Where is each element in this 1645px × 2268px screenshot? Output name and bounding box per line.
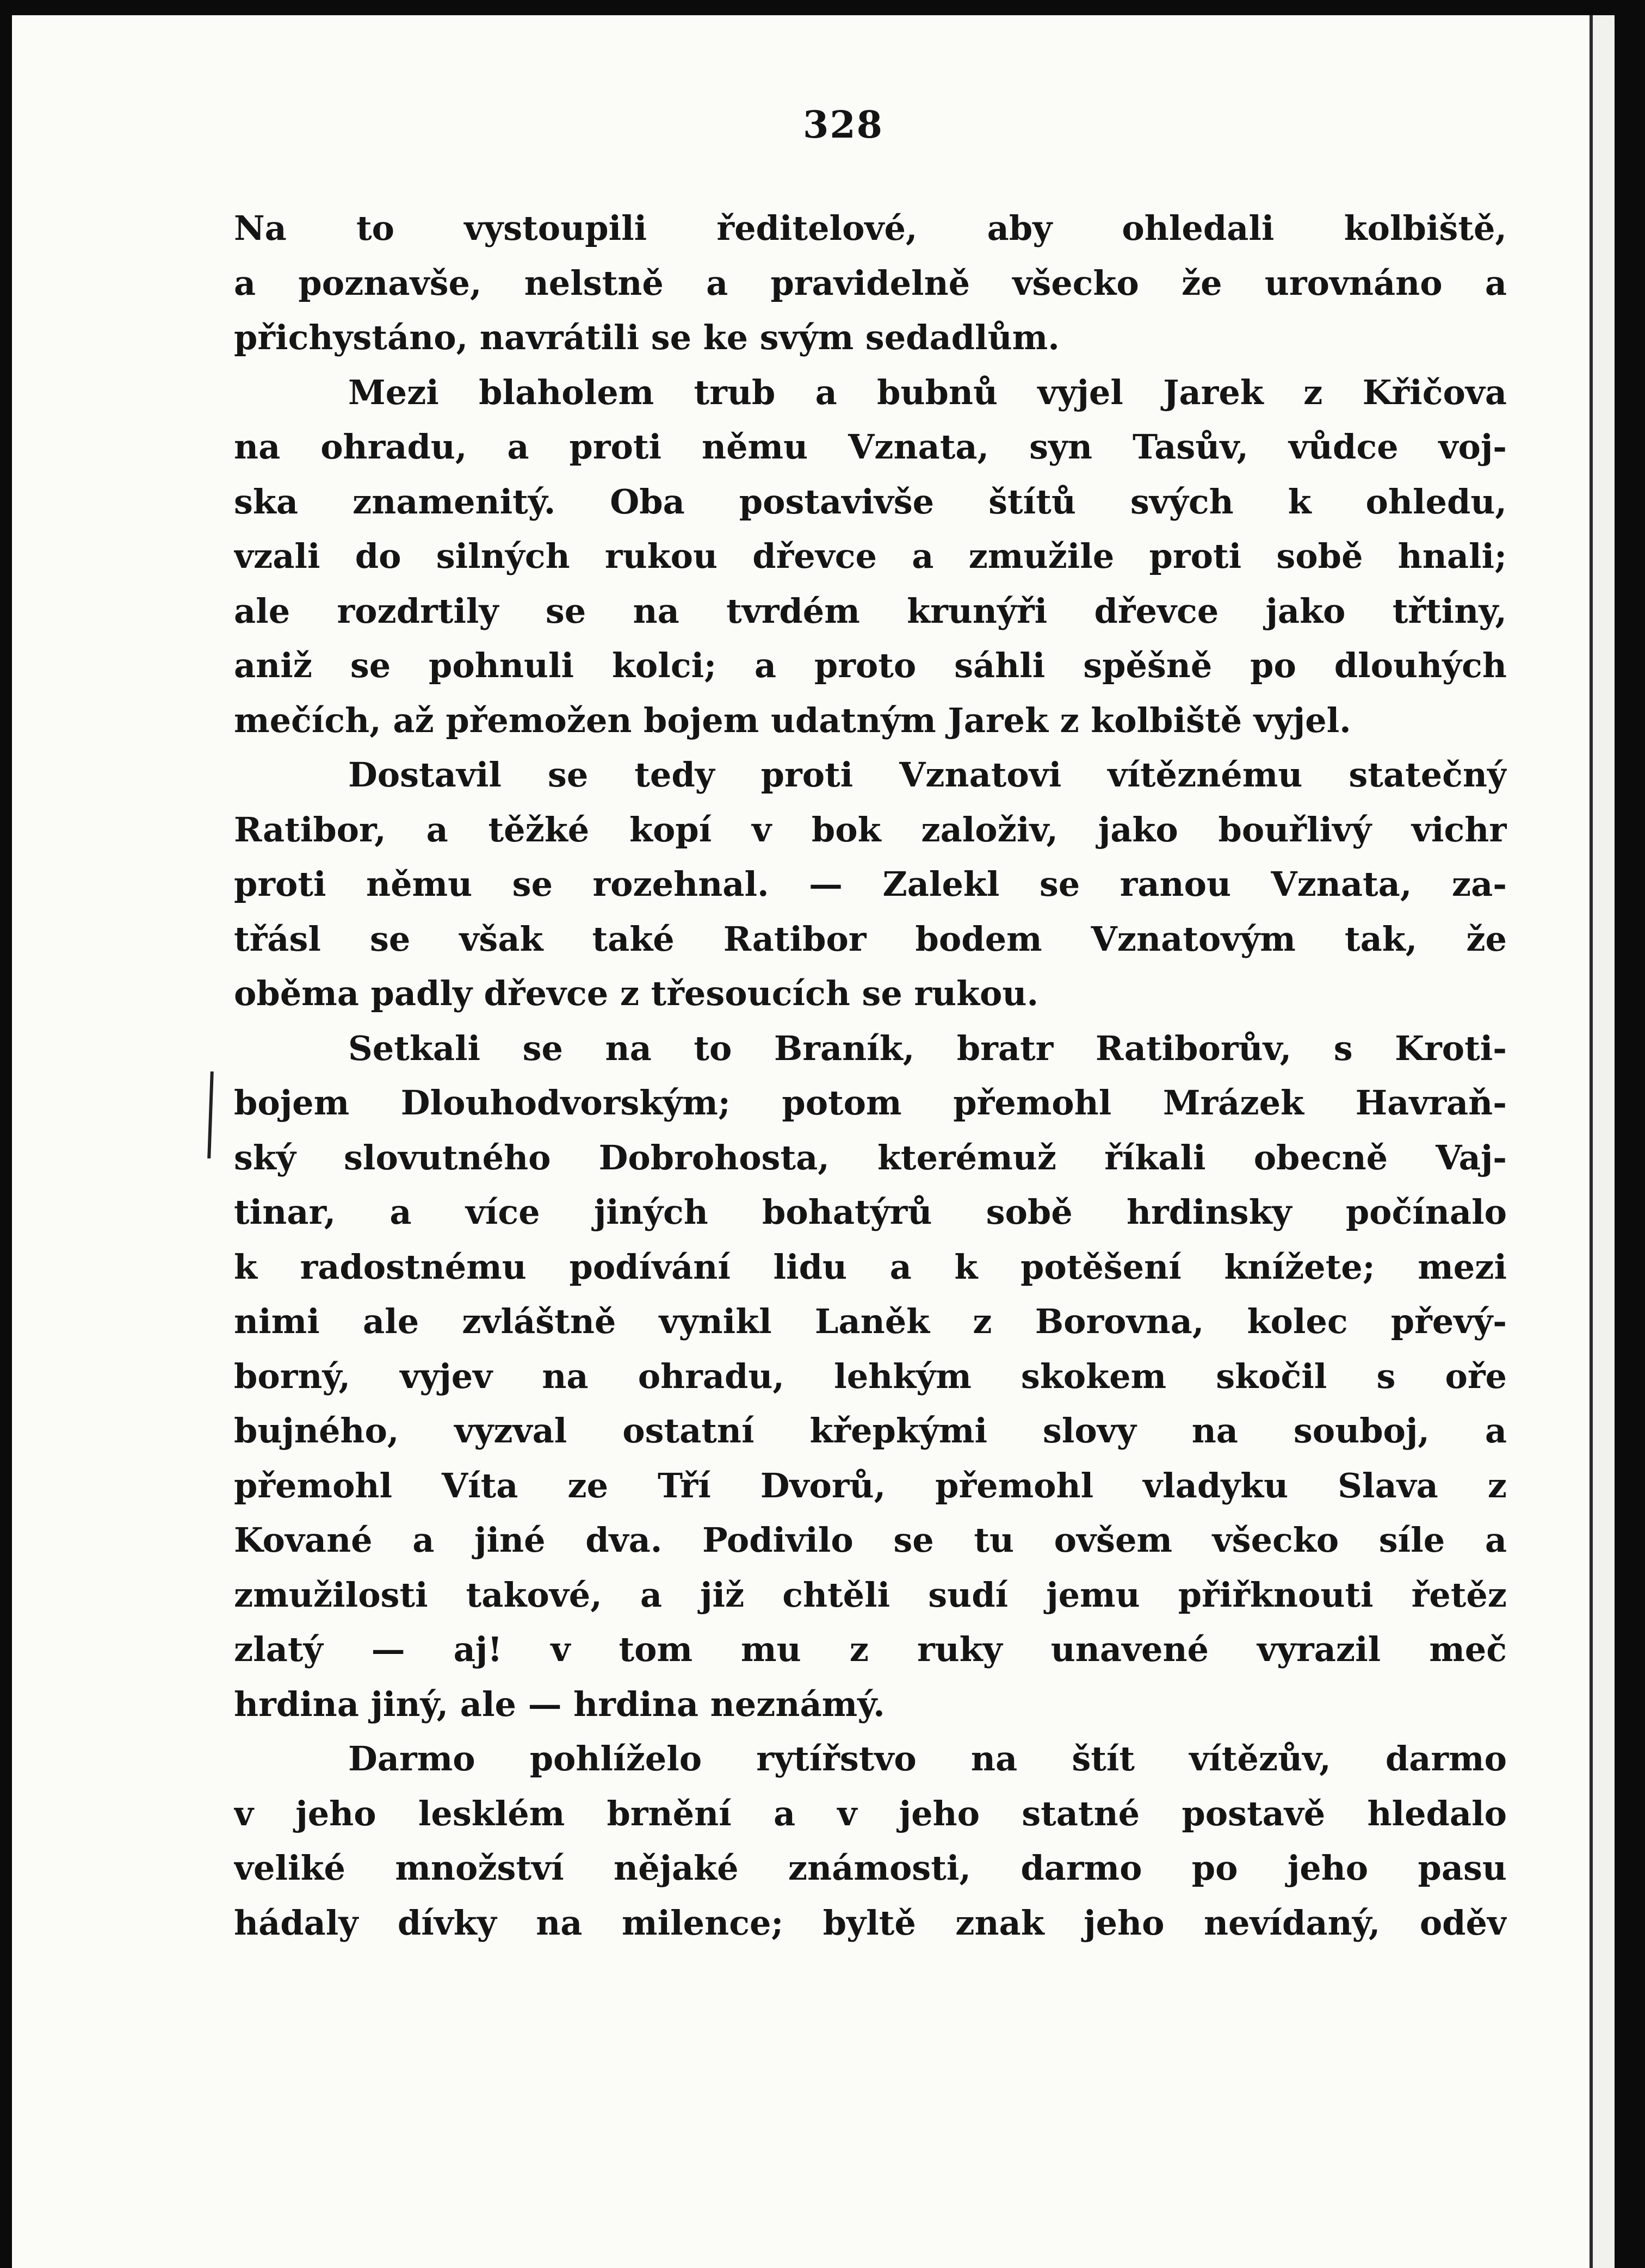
text-line: ale rozdrtily se na tvrdém krunýři dřevce jako třtiny,	[234, 591, 1507, 631]
text-line: zlatý — aj! v tom mu z ruky unavené vyrazil meč	[234, 1629, 1507, 1669]
text-line: oběma padly dřevce z třesoucích se rukou.	[234, 974, 1039, 1013]
text-line: bujného, vyzval ostatní křepkými slovy na souboj, a	[234, 1411, 1507, 1451]
text-line: ský slovutného Dobrohosta, kterémuž říkali obecně Vaj-	[234, 1137, 1507, 1178]
text-line: Dostavil se tedy proti Vznatovi vítěznému statečný	[348, 755, 1507, 795]
text-line: a poznavše, nelstně a pravidelně všecko že urovnáno a	[234, 263, 1507, 303]
text-line: hádaly dívky na milence; byltě znak jeho nevídaný, oděv	[234, 1903, 1507, 1943]
body-text	[234, 201, 1507, 1950]
text-line: třásl se však také Ratibor bodem Vznatovým tak, že	[234, 919, 1507, 959]
text-line: nimi ale zvláštně vynikl Laněk z Borovna, kolec převý-	[234, 1302, 1507, 1341]
text-line: v jeho lesklém brnění a v jeho statné postavě hledalo	[234, 1793, 1507, 1833]
text-line: bojem Dlouhodvorským; potom přemohl Mrázek Havraň-	[234, 1083, 1507, 1123]
text-line: tinar, a více jiných bohatýrů sobě hrdinsky počínalo	[234, 1192, 1507, 1232]
text-line: Ratibor, a těžké kopí v bok založiv, jako bouřlivý vichr	[234, 809, 1507, 850]
text-line: borný, vyjev na ohradu, lehkým skokem skočil s oře	[234, 1356, 1507, 1396]
text-line: přemohl Víta ze Tří Dvorů, přemohl vladyku Slava z	[234, 1465, 1507, 1505]
page-number: 328	[803, 103, 883, 147]
text-line: hrdina jiný, ale — hrdina neznámý.	[234, 1684, 885, 1724]
text-line: zmužilosti takové, a již chtěli sudí jemu přiřknouti řetěz	[234, 1575, 1507, 1615]
text-line: Setkali se na to Braník, bratr Ratiborův, s Kroti-	[348, 1028, 1507, 1068]
text-line: veliké množství nějaké známosti, darmo po jeho pasu	[234, 1848, 1507, 1888]
text-line: Darmo pohlíželo rytířstvo na štít vítězův, darmo	[348, 1739, 1507, 1779]
text-line: k radostnému podívání lidu a k potěšení knížete; mezi	[234, 1247, 1507, 1287]
text-line: aniž se pohnuli kolci; a proto sáhli spěšně po dlouhých	[234, 646, 1507, 685]
text-line: přichystáno, navrátili se ke svým sedadlům.	[234, 318, 1060, 357]
text-line: Na to vystoupili ředitelové, aby ohledali kolbiště,	[234, 208, 1507, 248]
page-edge	[1593, 15, 1615, 2268]
text-line: na ohradu, a proti němu Vznata, syn Tasův, vůdce voj-	[234, 427, 1507, 467]
text-line: Mezi blaholem trub a bubnů vyjel Jarek z Křičova	[348, 372, 1507, 412]
text-line: vzali do silných rukou dřevce a zmužile proti sobě hnali;	[234, 536, 1507, 576]
text-line: ska znamenitý. Oba postavivše štítů svých k ohledu,	[234, 481, 1507, 522]
text-line: mečích, až přemožen bojem udatným Jarek z kolbiště vyjel.	[234, 700, 1351, 740]
text-line: proti němu se rozehnal. — Zalekl se ranou Vznata, za-	[234, 864, 1507, 904]
text-line: Kované a jiné dva. Podivilo se tu ovšem všecko síle a	[234, 1520, 1507, 1560]
